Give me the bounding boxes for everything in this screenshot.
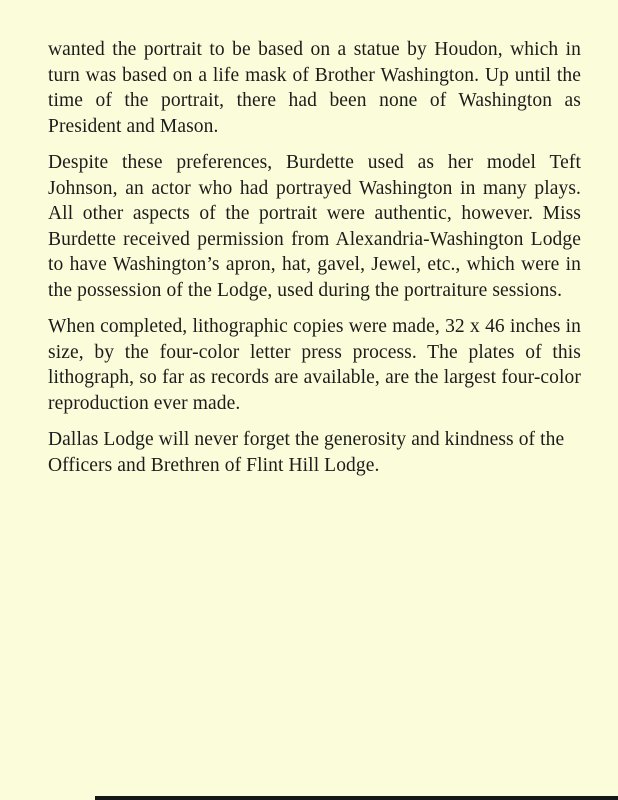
scan-edge-shadow xyxy=(95,796,618,800)
paragraph-dallas-lodge-thanks: Dallas Lodge will never forget the generosity and kindness of the Officers and Brethren of Flint Hill Lodge. xyxy=(48,429,565,476)
paragraph-houdon-statue: wanted the portrait to be based on a statue by Houdon, which in turn was based on a life mask of Brother Washington. Up until the time of the portrait, there had been none of Washington as President and Mason. xyxy=(48,39,581,137)
paragraph-lithographic-copies: When completed, lithographic copies were made, 32 x 46 inches in size, by the four-color letter press process. The plates of this lithograph, so far as records are available, are the largest four-color reproduction ever made. xyxy=(48,316,581,414)
paragraph-burdette-model: Despite these preferences, Burdette used as her model Teft Johnson, an actor who had portrayed Washington in many plays. All other aspects of the portrait were authentic, however. Miss Burdette received permission from Alexandria-Washington Lodge to have Washington’s apron, hat, gavel, Jewel, etc., which were in the possession of the Lodge, used during the portraiture sessions. xyxy=(48,152,581,301)
